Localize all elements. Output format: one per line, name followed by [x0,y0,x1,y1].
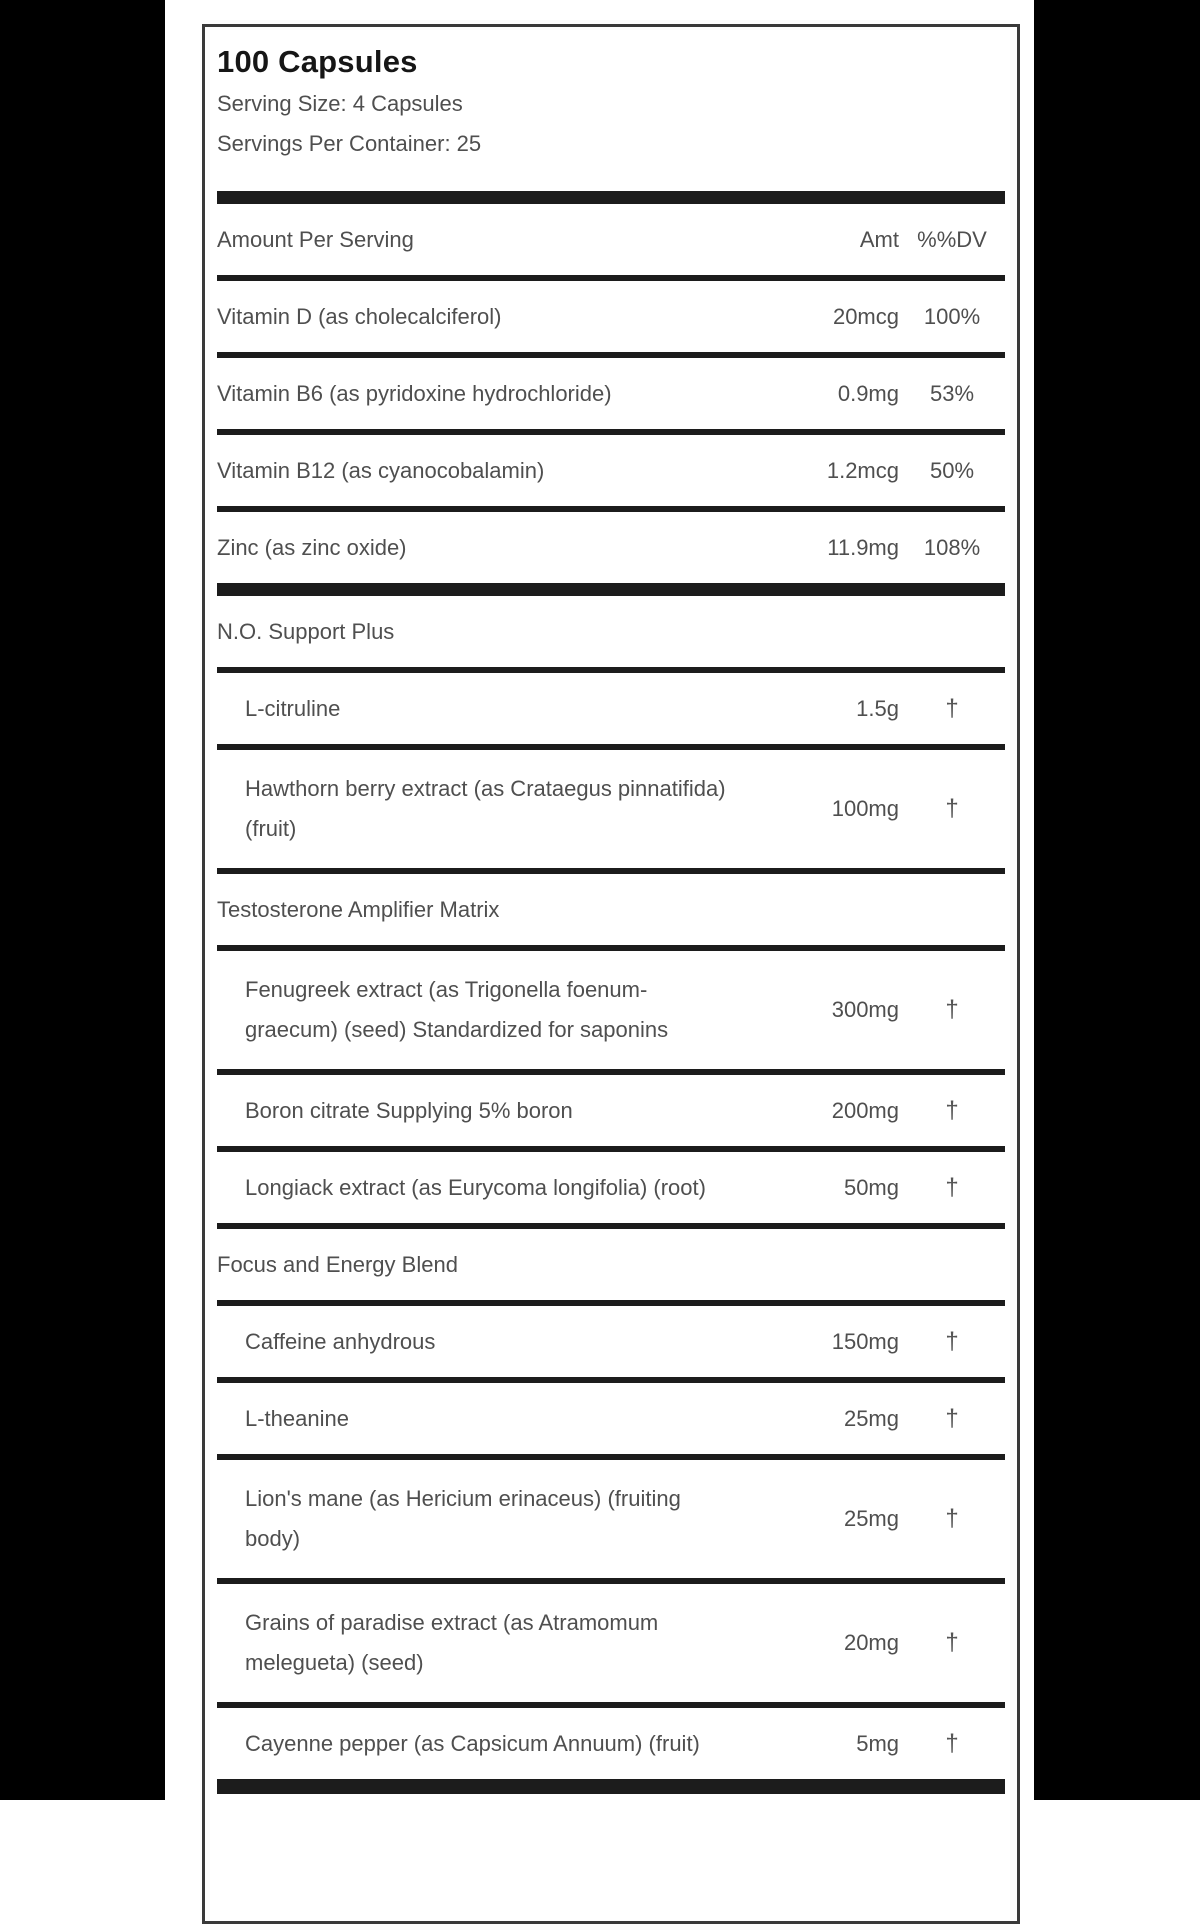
ingredient-name-line: Zinc (as zinc oxide) [217,534,407,560]
ingredient-rows-container [217,281,1005,1779]
ingredient-percent-dv: 108% [923,534,981,560]
ingredient-name [217,769,789,849]
ingredient-row [217,1306,1005,1377]
ingredient-name-line: Vitamin B12 (as cyanocobalamin) [217,457,545,483]
ingredient-name [217,1603,789,1683]
ingredient-amount: 1.2mcg [826,457,899,483]
dagger-symbol: † [945,1505,959,1532]
ingredient-amount: 20mcg [832,303,899,329]
blend-header-label: Focus and Energy Blend [217,1251,458,1277]
right-black-strip [1034,0,1200,1800]
ingredient-name-line: Vitamin D (as cholecalciferol) [217,303,502,329]
ingredient-row [217,673,1005,744]
supplement-facts-panel [202,24,1020,1924]
dagger-symbol: † [945,694,959,722]
ingredient-name-line: L-theanine [245,1405,349,1431]
dagger-symbol: † [945,795,959,822]
ingredient-name-line: Fenugreek extract (as Trigonella foenum- [245,977,648,1002]
ingredient-row [217,951,1005,1069]
ingredient-name-line: (fruit) [245,816,297,841]
ingredient-amount: 25mg [843,1506,899,1531]
left-black-strip [0,0,165,1800]
ingredient-row [217,1383,1005,1454]
dagger-symbol: † [945,1096,959,1124]
ingredient-name-line: graecum) (seed) Standardized for saponins [245,1017,669,1042]
ingredient-name [217,451,789,491]
ingredient-amount: 1.5g [856,695,899,721]
ingredient-amount: 25mg [843,1405,899,1431]
ingredient-name [217,1724,789,1764]
ingredient-name [217,1399,789,1439]
ingredient-name-line: Lion's mane (as Hericium erinaceus) (fruiting [245,1486,681,1511]
capsule-count-title: 100 Capsules [217,44,418,79]
ingredient-name-line: L-citruline [245,695,341,721]
ingredient-name [217,374,789,414]
ingredient-amount: 200mg [831,1097,899,1123]
ingredient-name-line: Longiack extract (as Eurycoma longifolia) (root) [245,1174,706,1200]
ingredient-name [217,689,789,729]
ingredient-name [217,1168,789,1208]
ingredient-name [217,1479,789,1559]
dagger-symbol: † [945,1327,959,1355]
column-header-row [217,204,1005,275]
dagger-symbol: † [945,996,959,1023]
bottom-thick-divider [217,1779,1005,1794]
ingredient-name [217,528,789,568]
ingredient-name-line: Cayenne pepper (as Capsicum Annuum) (fruit) [245,1730,700,1756]
section-thick-divider [217,583,1005,596]
dagger-symbol: † [945,1629,959,1656]
ingredient-percent-dv: 53% [929,380,975,406]
ingredient-amount: 5mg [856,1730,899,1756]
dagger-symbol: † [945,1404,959,1432]
ingredient-name-line: Boron citrate Supplying 5% boron [245,1097,573,1123]
ingredient-row [217,750,1005,868]
ingredient-row [217,435,1005,506]
ingredient-percent-dv: 50% [929,457,975,483]
ingredient-name-line: body) [245,1526,301,1551]
ingredient-amount: 50mg [843,1174,899,1200]
ingredient-name-line: Vitamin B6 (as pyridoxine hydrochloride) [217,380,612,406]
ingredient-row [217,512,1005,583]
blend-header-row [217,1229,1005,1300]
ingredient-row [217,1075,1005,1146]
blend-header-row [217,596,1005,667]
header-thick-divider [217,191,1005,204]
dagger-symbol: † [945,1729,959,1757]
ingredient-row [217,1460,1005,1578]
ingredient-amount: 100mg [831,796,899,821]
ingredient-row [217,358,1005,429]
ingredient-amount: 150mg [831,1328,899,1354]
ingredient-amount: 20mg [843,1630,899,1655]
ingredient-name-line: Hawthorn berry extract (as Crataegus pinnatifida) [245,776,726,801]
servings-per-container-text: Servings Per Container: 25 [217,131,482,156]
ingredient-row [217,1584,1005,1702]
dagger-symbol: † [945,1173,959,1201]
ingredient-amount: 300mg [831,997,899,1022]
ingredient-name-line: Caffeine anhydrous [245,1328,436,1354]
ingredient-name-line: Grains of paradise extract (as Atramomum [245,1610,659,1635]
column-header-amt: Amt [859,226,899,252]
ingredient-name [217,1091,789,1131]
ingredient-name [217,970,789,1050]
ingredient-name [217,297,789,337]
serving-size-text: Serving Size: 4 Capsules [217,91,463,116]
ingredient-amount: 11.9mg [827,534,899,560]
column-header-percent-dv: %%DV [917,226,987,252]
blend-header-label: N.O. Support Plus [217,618,395,644]
ingredient-name-line: melegueta) (seed) [245,1650,424,1675]
ingredient-row [217,281,1005,352]
blend-header-label: Testosterone Amplifier Matrix [217,896,500,922]
ingredient-percent-dv: 100% [923,303,981,329]
column-header-amount-per-serving: Amount Per Serving [217,226,414,252]
blend-header-row [217,874,1005,945]
ingredient-row [217,1152,1005,1223]
ingredient-amount: 0.9mg [837,380,899,406]
ingredient-name [217,1322,789,1362]
ingredient-row [217,1708,1005,1779]
